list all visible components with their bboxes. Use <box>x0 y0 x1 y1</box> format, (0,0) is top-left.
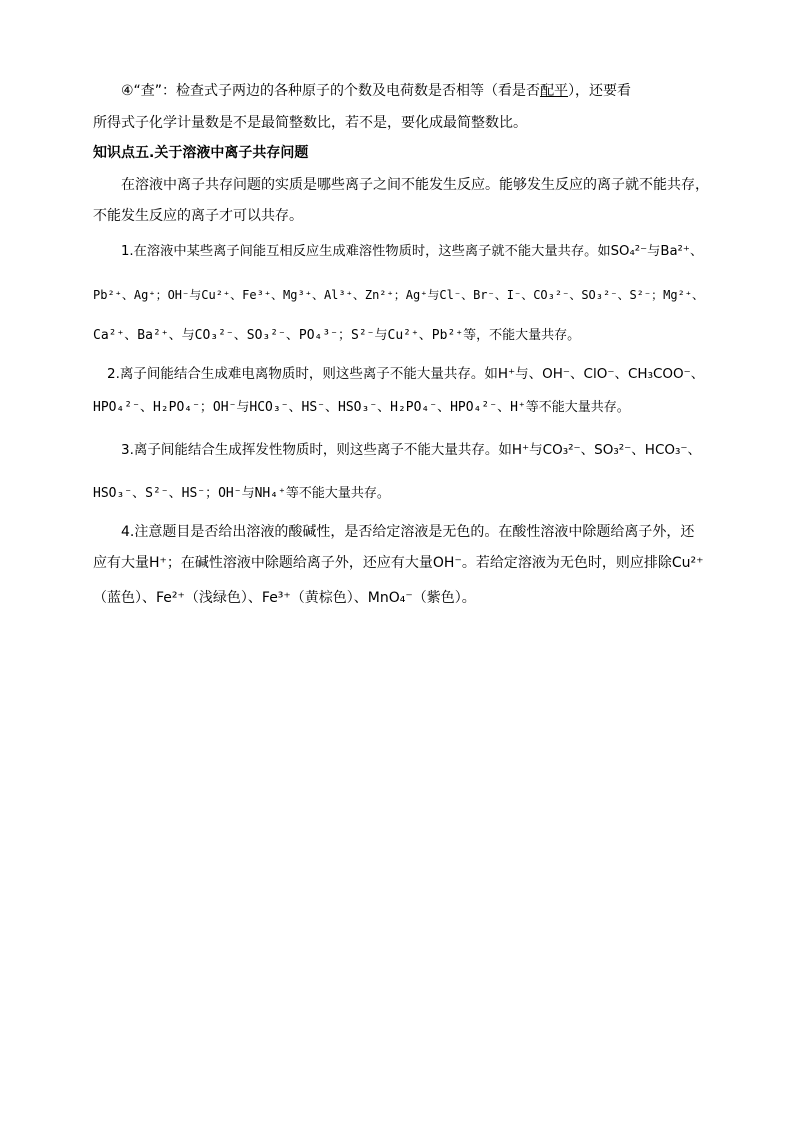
step4-text-b: ），还要看 <box>568 83 632 99</box>
step4-text-a: ④“查”：检查式子两边的各种原子的个数及电荷数是否相等（看是否 <box>121 83 541 99</box>
item2-line1: 2.离子间能结合生成难电离物质时，则这些离子不能大量共存。如H⁺与、OH⁻、ClO⁻、CH₃COO⁻、 <box>107 366 705 382</box>
item3-line1: 3.离子间能结合生成挥发性物质时，则这些离子不能大量共存。如H⁺与CO₃²⁻、SO₃²⁻、HCO₃⁻、 <box>121 442 702 458</box>
item1-line1: 1.在溶液中某些离子间能互相反应生成难溶性物质时，这些离子就不能大量共存。如SO₄²⁻与Ba²⁺、 <box>121 244 704 259</box>
item3-line2: HSO₃⁻、S²⁻、HS⁻；OH⁻与NH₄⁺等不能大量共存。 <box>93 486 390 501</box>
item2-line2: HPO₄²⁻、H₂PO₄⁻；OH⁻与HCO₃⁻、HS⁻、HSO₃⁻、H₂PO₄⁻、HPO₄²⁻、H⁺等不能大量共存。 <box>93 400 630 415</box>
item4-line1: 4.注意题目是否给出溶液的酸碱性，是否给定溶液是无色的。在酸性溶液中除题给离子外，还 <box>121 524 695 540</box>
step4-underlined-text: 配平 <box>540 83 569 99</box>
item1-line2: Pb²⁺、Ag⁺；OH⁻与Cu²⁺、Fe³⁺、Mg³⁺、Al³⁺、Zn²⁺；Ag⁺与Cl⁻、Br⁻、I⁻、CO₃²⁻、SO₃²⁻、S²⁻；Mg²⁺、 <box>93 288 705 302</box>
intro-line1: 在溶液中离子共存问题的实质是哪些离子之间不能发生反应。能够发生反应的离子就不能共存， <box>121 177 709 193</box>
step4-line1 <box>121 81 700 101</box>
intro-line2: 不能发生反应的离子才可以共存。 <box>93 208 303 224</box>
step4-line2: 所得式子化学计量数是不是最简整数比，若不是，要化成最简整数比。 <box>93 115 527 131</box>
item1-line3: Ca²⁺、Ba²⁺、与CO₃²⁻、SO₃²⁻、PO₄³⁻；S²⁻与Cu²⁺、Pb²⁺等，不能大量共存。 <box>93 328 581 343</box>
item4-line3: （蓝色）、Fe²⁺（浅绿色）、Fe³⁺（黄棕色）、MnO₄⁻（紫色）。 <box>93 590 476 606</box>
section-title: 知识点五.关于溶液中离子共存问题 <box>93 145 309 161</box>
item4-line2: 应有大量H⁺；在碱性溶液中除题给离子外，还应有大量OH⁻。若给定溶液为无色时，则应排除Cu²⁺ <box>93 555 704 571</box>
